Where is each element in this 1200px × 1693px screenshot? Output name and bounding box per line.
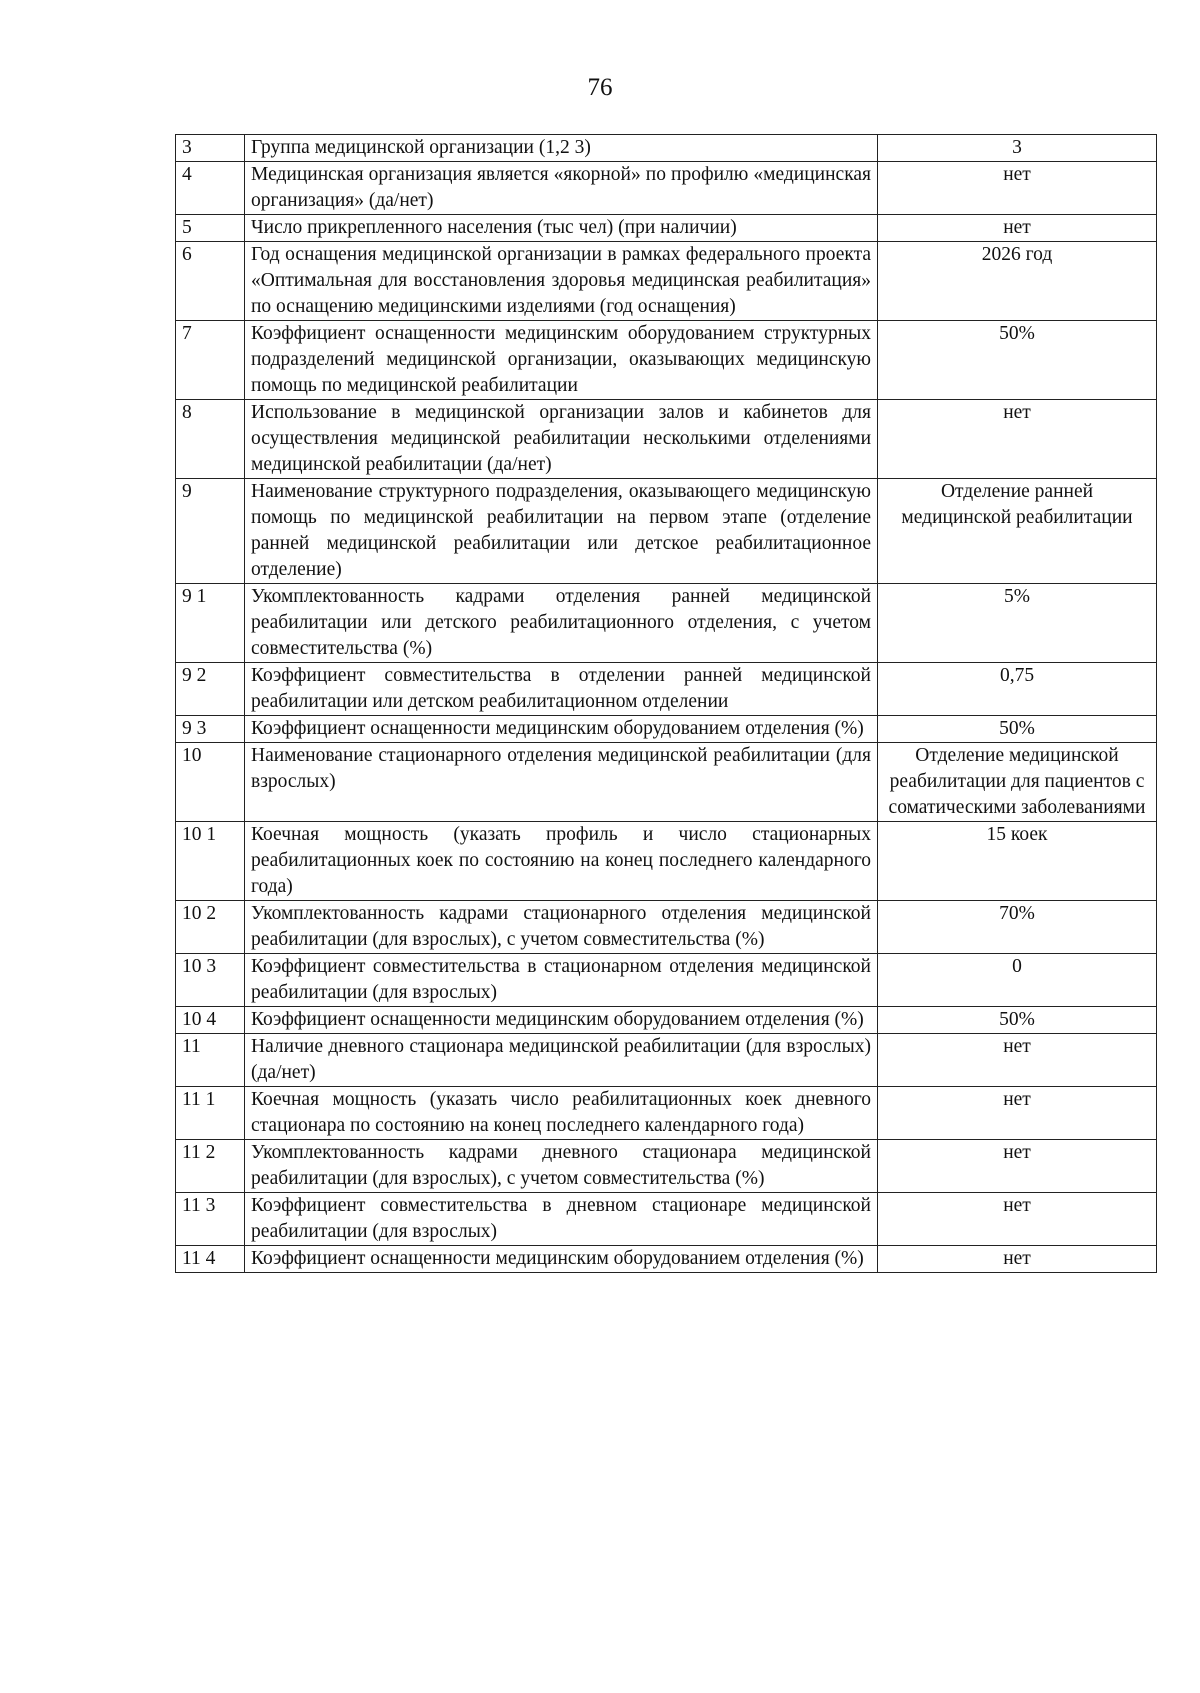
row-number: 11 4 xyxy=(176,1246,245,1273)
table-row xyxy=(176,242,1157,321)
row-description: Коечная мощность (указать число реабилитационных коек дневного стационара по состоянию на конец последнего календарного года) xyxy=(245,1087,878,1140)
row-description: Коэффициент совместительства в отделении ранней медицинской реабилитации или детском реабилитационном отделении xyxy=(245,663,878,716)
row-value: 15 коек xyxy=(878,822,1157,901)
row-description: Укомплектованность кадрами дневного стационара медицинской реабилитации (для взрослых), с учетом совместительства (%) xyxy=(245,1140,878,1193)
row-number: 3 xyxy=(176,135,245,162)
row-value: Отделение ранней медицинской реабилитации xyxy=(878,479,1157,584)
row-description: Наименование стационарного отделения медицинской реабилитации (для взрослых) xyxy=(245,743,878,822)
row-number: 9 xyxy=(176,479,245,584)
row-number: 11 1 xyxy=(176,1087,245,1140)
row-number: 9 2 xyxy=(176,663,245,716)
row-description: Наименование структурного подразделения, оказывающего медицинскую помощь по медицинской реабилитации на первом этапе (отделение ранней медицинской реабилитации или детское реабилитационное отделение) xyxy=(245,479,878,584)
row-description: Использование в медицинской организации залов и кабинетов для осуществления медицинской реабилитации несколькими отделениями медицинской реабилитации (да/нет) xyxy=(245,400,878,479)
row-number: 5 xyxy=(176,215,245,242)
table-row xyxy=(176,901,1157,954)
row-description: Коэффициент совместительства в дневном стационаре медицинской реабилитации (для взрослых) xyxy=(245,1193,878,1246)
table-row xyxy=(176,400,1157,479)
row-value: нет xyxy=(878,400,1157,479)
table-row xyxy=(176,1034,1157,1087)
indicator-table xyxy=(175,134,1157,1273)
row-value: нет xyxy=(878,215,1157,242)
row-description: Коэффициент оснащенности медицинским оборудованием отделения (%) xyxy=(245,1246,878,1273)
row-description: Наличие дневного стационара медицинской реабилитации (для взрослых) (да/нет) xyxy=(245,1034,878,1087)
row-number: 10 2 xyxy=(176,901,245,954)
row-description: Коэффициент оснащенности медицинским оборудованием отделения (%) xyxy=(245,1007,878,1034)
row-number: 10 xyxy=(176,743,245,822)
row-number: 10 1 xyxy=(176,822,245,901)
row-value: 0 xyxy=(878,954,1157,1007)
row-value: Отделение медицинской реабилитации для пациентов с соматическими заболеваниями xyxy=(878,743,1157,822)
row-value: нет xyxy=(878,1087,1157,1140)
row-value: нет xyxy=(878,162,1157,215)
row-value: нет xyxy=(878,1193,1157,1246)
row-value: 3 xyxy=(878,135,1157,162)
row-description: Год оснащения медицинской организации в рамках федерального проекта «Оптимальная для восстановления здоровья медицинская реабилитация» по оснащению медицинскими изделиями (год оснащения) xyxy=(245,242,878,321)
row-description: Медицинская организация является «якорной» по профилю «медицинская организация» (да/нет) xyxy=(245,162,878,215)
table-row xyxy=(176,954,1157,1007)
row-description: Число прикрепленного населения (тыс чел) (при наличии) xyxy=(245,215,878,242)
table-row xyxy=(176,479,1157,584)
row-value: 70% xyxy=(878,901,1157,954)
row-number: 4 xyxy=(176,162,245,215)
row-value: нет xyxy=(878,1140,1157,1193)
row-description: Коечная мощность (указать профиль и число стационарных реабилитационных коек по состоянию на конец последнего календарного года) xyxy=(245,822,878,901)
table-row xyxy=(176,321,1157,400)
table-row xyxy=(176,1246,1157,1273)
row-value: 0,75 xyxy=(878,663,1157,716)
table-row xyxy=(176,584,1157,663)
row-value: 50% xyxy=(878,321,1157,400)
table-row xyxy=(176,1087,1157,1140)
row-number: 7 xyxy=(176,321,245,400)
table-row xyxy=(176,135,1157,162)
row-number: 9 1 xyxy=(176,584,245,663)
row-number: 11 3 xyxy=(176,1193,245,1246)
table-row xyxy=(176,1007,1157,1034)
table-row xyxy=(176,822,1157,901)
row-number: 9 3 xyxy=(176,716,245,743)
table-row xyxy=(176,743,1157,822)
page-number: 76 xyxy=(587,74,613,101)
row-value: 5% xyxy=(878,584,1157,663)
row-description: Коэффициент оснащенности медицинским оборудованием структурных подразделений медицинской организации, оказывающих медицинскую помощь по медицинской реабилитации xyxy=(245,321,878,400)
row-number: 11 2 xyxy=(176,1140,245,1193)
row-value: нет xyxy=(878,1034,1157,1087)
row-description: Группа медицинской организации (1,2 3) xyxy=(245,135,878,162)
table-row xyxy=(176,716,1157,743)
table-row xyxy=(176,1193,1157,1246)
row-value: 50% xyxy=(878,716,1157,743)
row-description: Укомплектованность кадрами стационарного отделения медицинской реабилитации (для взрослых), с учетом совместительства (%) xyxy=(245,901,878,954)
table-row xyxy=(176,215,1157,242)
table-row xyxy=(176,1140,1157,1193)
row-number: 6 xyxy=(176,242,245,321)
row-value: 2026 год xyxy=(878,242,1157,321)
table-row xyxy=(176,663,1157,716)
row-value: нет xyxy=(878,1246,1157,1273)
row-description: Укомплектованность кадрами отделения ранней медицинской реабилитации или детского реабилитационного отделения, с учетом совместительства (%) xyxy=(245,584,878,663)
row-description: Коэффициент оснащенности медицинским оборудованием отделения (%) xyxy=(245,716,878,743)
row-number: 10 4 xyxy=(176,1007,245,1034)
row-number: 8 xyxy=(176,400,245,479)
row-description: Коэффициент совместительства в стационарном отделения медицинской реабилитации (для взрослых) xyxy=(245,954,878,1007)
table-row xyxy=(176,162,1157,215)
row-number: 10 3 xyxy=(176,954,245,1007)
row-number: 11 xyxy=(176,1034,245,1087)
row-value: 50% xyxy=(878,1007,1157,1034)
